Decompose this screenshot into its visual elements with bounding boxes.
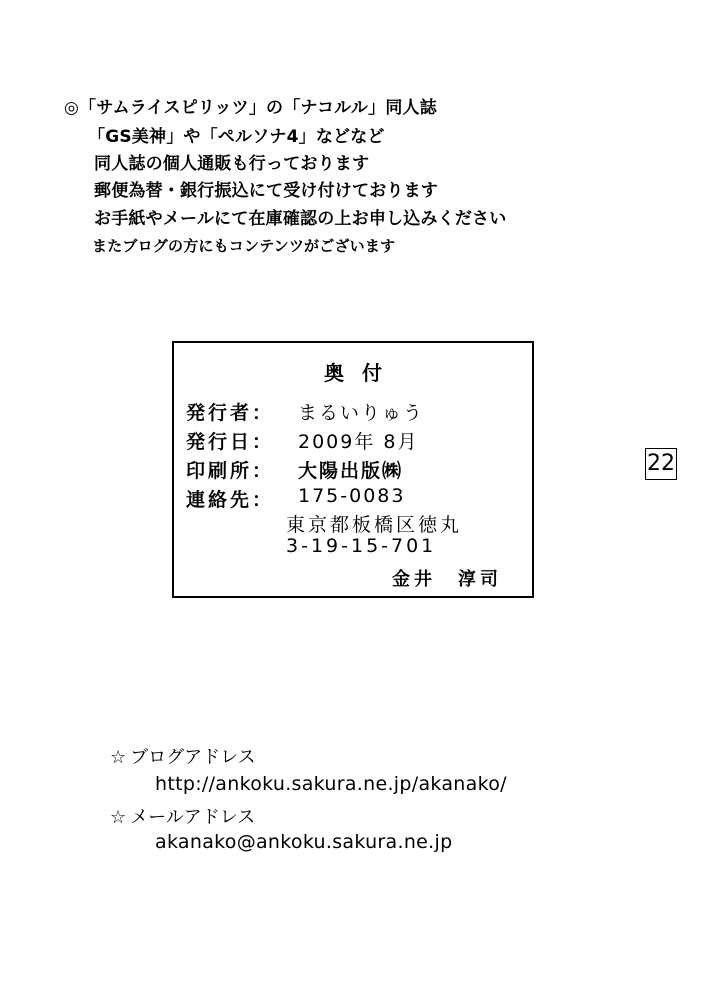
mail-label-row	[110, 803, 255, 829]
intro-line-2: 「GS美神」や「ペルソナ4」などなど	[88, 127, 385, 147]
intro-text-block	[0, 0, 715, 270]
contact-address-line-1: 東京都板橋区徳丸	[286, 514, 463, 536]
publisher-value: まるいりゅう	[298, 402, 425, 424]
date-label: 発行日：	[186, 431, 275, 453]
star-icon: ☆	[110, 747, 127, 768]
intro-line-4: 郵便為替・銀行振込にて受け付けております	[94, 181, 438, 201]
intro-line-1: ◎「サムライスピリッツ」の「ナコルル」同人誌	[64, 98, 437, 118]
blog-url-link[interactable]: http://ankoku.sakura.ne.jp/akanako/	[155, 773, 507, 795]
intro-line-6: またブログの方にもコンテンツがございます	[92, 237, 396, 255]
intro-line-5: お手紙やメールにて在庫確認の上お申し込みください	[94, 209, 507, 229]
page-number: 22	[645, 448, 677, 480]
blog-label: ブログアドレス	[130, 747, 256, 768]
contact-label: 連絡先：	[186, 489, 275, 511]
colophon-title: 奥付	[324, 361, 400, 385]
publisher-label: 発行者：	[186, 402, 275, 424]
mail-address-link[interactable]: akanako@ankoku.sakura.ne.jp	[155, 831, 453, 853]
colophon-box	[172, 341, 534, 598]
date-value: 2009年 8月	[298, 431, 419, 453]
signature: 金井 淳司	[392, 569, 502, 590]
links-block	[0, 730, 715, 880]
blog-label-row	[110, 743, 256, 769]
printer-value: 大陽出版㈱	[298, 460, 404, 482]
mail-label: メールアドレス	[130, 807, 256, 828]
contact-postal: 175-0083	[298, 485, 406, 507]
contact-address-line-2: 3-19-15-701	[286, 535, 437, 557]
star-icon: ☆	[110, 807, 127, 828]
intro-line-3: 同人誌の個人通販も行っております	[94, 154, 370, 174]
printer-label: 印刷所：	[186, 460, 275, 482]
